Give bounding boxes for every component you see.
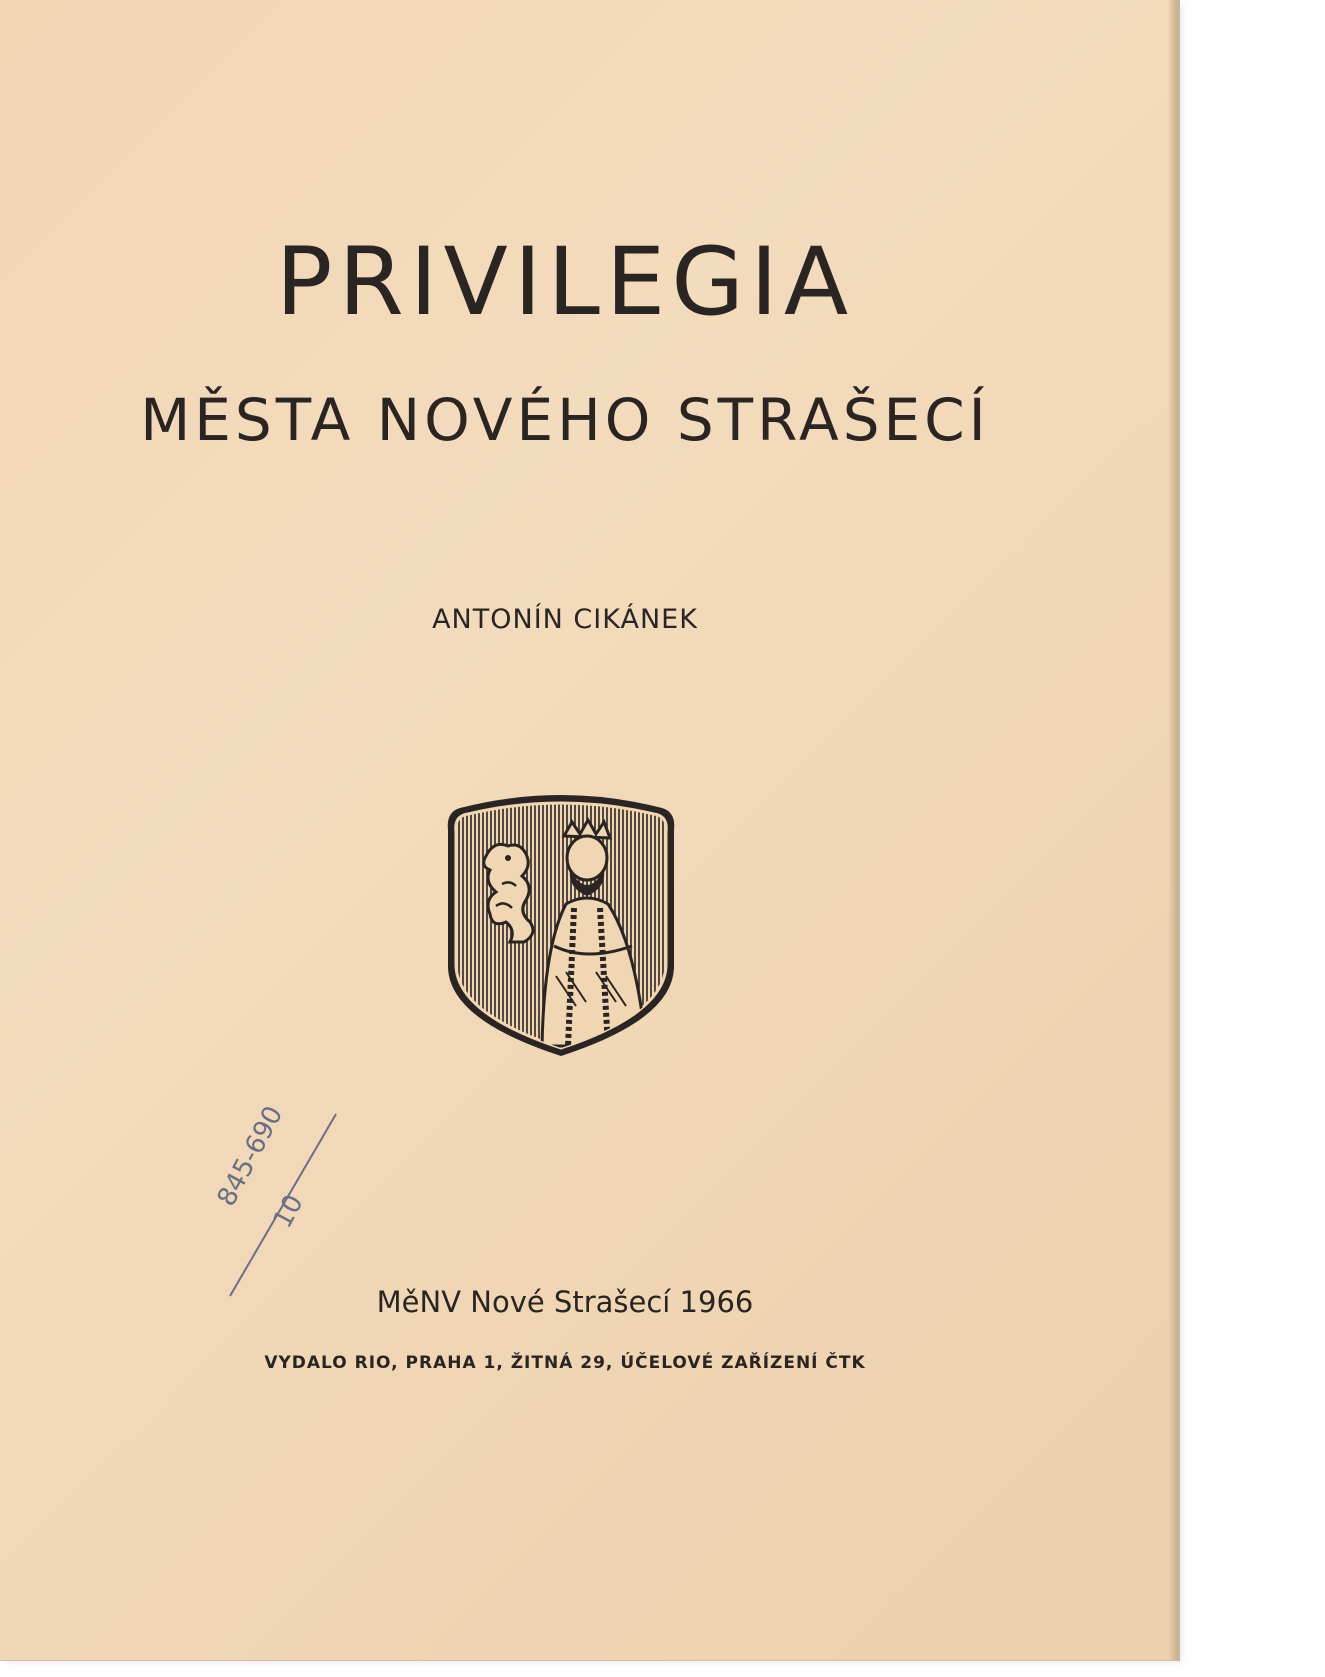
cover-edge: [1169, 0, 1177, 1660]
pencil-annotation: [211, 1101, 346, 1300]
pencil-note-line2: 10: [267, 1189, 310, 1234]
cover-author: ANTONÍN CIKÁNEK: [432, 604, 698, 635]
cover-title: PRIVILEGIA: [275, 228, 855, 337]
cover-subtitle: MĚSTA NOVÉHO STRAŠECÍ: [140, 386, 990, 454]
imprint-line: VYDALO RIO, PRAHA 1, ŽITNÁ 29, ÚČELOVÉ ZAŘÍZENÍ ČTK: [264, 1353, 866, 1373]
publisher-line: MěNV Nové Strašecí 1966: [376, 1285, 754, 1319]
coat-of-arms-icon: [446, 796, 676, 1056]
pencil-note-line1: 845-690: [211, 1101, 290, 1212]
